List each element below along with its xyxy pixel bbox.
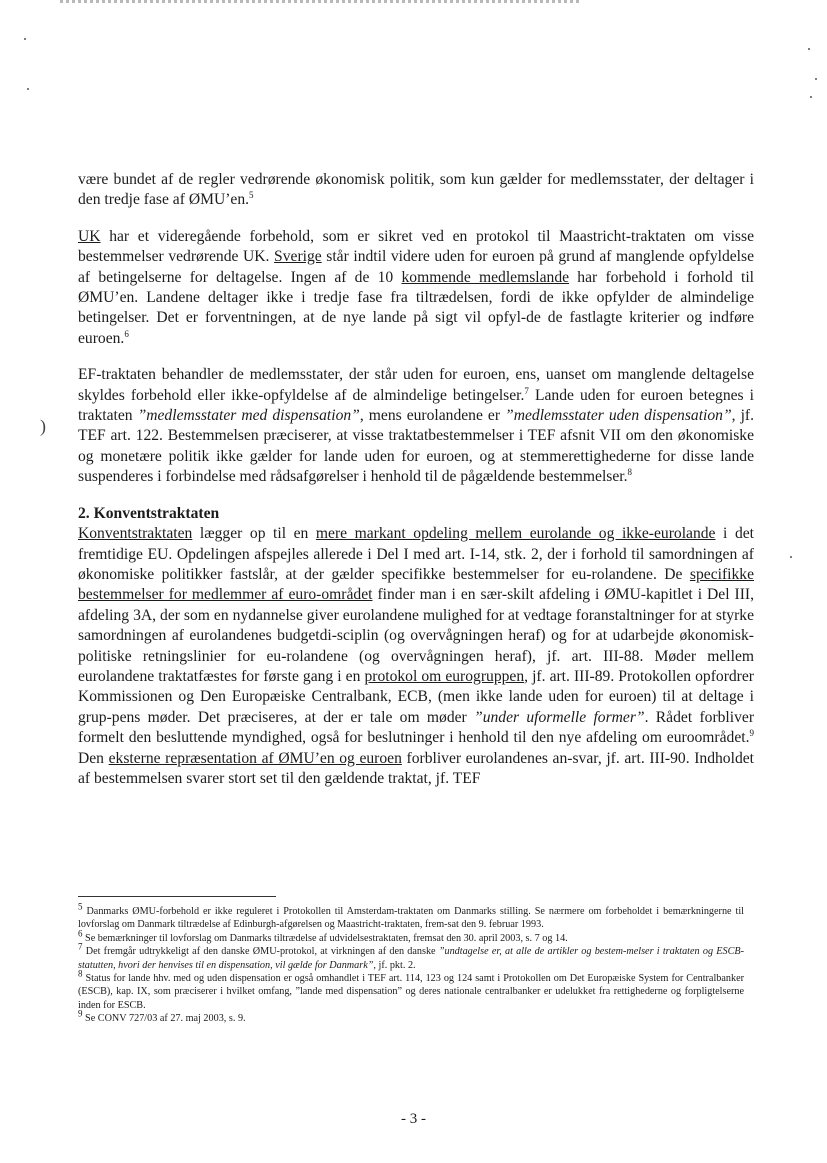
- text-run: Det fremgår udtrykkeligt af den danske ØMU-protokol, at virkningen af den danske: [82, 946, 439, 958]
- text-run: finder man i en sær-skilt afdeling i ØMU-kapitlet i Del III, afdeling 3A, der som en nydannelse giver eurolandene mulighed for at vedtage foranstaltninger for at styrke samordningen af eurolandenes budgetdi-sciplin (og overvågningen heraf) og for at udarbejde økonomisk-politiske retningslinier for eu-rolandene (og overvågningen heraf), jf. art. III-88. Møder mellem eurolandene traktatfæstes for første gang i en: [78, 586, 755, 685]
- underlined-text: mere markant opdeling mellem eurolande og ikke-eurolande: [315, 525, 716, 543]
- underlined-text: protokol om eurogruppen: [364, 667, 525, 685]
- footnote-ref: 5: [78, 901, 83, 912]
- footnote-ref: 5: [249, 190, 254, 201]
- scan-speck: [27, 88, 29, 90]
- underlined-text: UK: [78, 227, 101, 245]
- page-number: - 3 -: [401, 1111, 426, 1127]
- text-run: Den: [78, 749, 109, 767]
- footnote-ref: 7: [524, 385, 529, 396]
- text-run: Danmarks ØMU-forbehold er ikke reguleret i Protokollen til Amsterdam-traktaten om Danmarks stilling. Se nærmere om forbeholdet i bemærkningerne til lovforslag om Danmark tiltrædelse af Edinburgh-afgørelsen og Maastricht-traktaten, frem-sat den 9. februar 1993.: [78, 906, 744, 931]
- italic-text: ”medlemsstater uden dispensation”: [505, 407, 732, 425]
- italic-text: ”under uformelle former”: [474, 708, 645, 726]
- italic-text: ”medlemsstater med dispensation”: [137, 407, 360, 425]
- text-run: , mens eurolandene er: [359, 407, 506, 425]
- scan-speck: [810, 96, 812, 98]
- underlined-text: specifikke bestemmelser for medlemmer af euro-området: [78, 565, 754, 604]
- text-run: står indtil videre uden for euroen på grund af manglende opfyldelse af betingelserne for deltagelse. Ingen af de 10: [78, 248, 754, 286]
- text-run: lægger op til en: [192, 525, 316, 543]
- text-run: EF-traktaten behandler de medlemsstater, der står uden for euroen, ens, uanset om manglende deltagelse skyldes forbehold eller ikke-opfyldelse af de almindelige betingelser.: [78, 366, 754, 404]
- footnote: [78, 901, 744, 932]
- text-run: i det fremtidige EU. Opdelingen afspejles allerede i Del I med art. I-14, stk. 2, der i forhold til samordningen af økonomiske politikker fastslår, at der gælder specifikke bestemmelser for eu-rolandene. De: [78, 525, 754, 583]
- underlined-text: Konventstraktaten: [78, 525, 193, 543]
- paragraph: [78, 365, 754, 487]
- text-run: har forbehold i forhold til ØMU’en. Landene deltager ikke i tredje fase fra tiltrædelsen, fordi de ikke opfylder de almindelige betingelser. Det er forventningen, at de nye lande på sigt vil opfyl-de de fastlagte kriterier og indføre euroen.: [78, 268, 754, 347]
- text-run: forbliver eurolandenes an-svar, jf. art. III-90. Indholdet af bestemmelsen svarer stort set til den gældende traktat, jf. TEF: [78, 749, 754, 787]
- underlined-text: Sverige: [274, 248, 322, 266]
- text-run: , jf. art. III-89. Protokollen opfordrer Kommissionen og Den Europæiske Centralbank, ECB, (men ikke lande uden for euroen) til at deltage i grup-pens møder. Det præciseres, at der er tale om møder: [78, 667, 754, 726]
- footnote-ref: 8: [78, 968, 83, 979]
- underlined-text: eksterne repræsentation af ØMU’en og euroen: [108, 749, 402, 767]
- text-run: , jf. pkt. 2.: [373, 959, 416, 971]
- section-heading: 2. Konventstraktaten: [78, 504, 220, 522]
- section-paragraph: [78, 524, 754, 789]
- scan-speck: [808, 48, 810, 50]
- scan-top-edge: [60, 0, 580, 3]
- footnote-ref: 9: [749, 727, 754, 738]
- paragraph: [78, 227, 754, 349]
- scan-speck: [24, 38, 26, 40]
- text-run: Status for lande hhv. med og uden dispensation er også omhandlet i TEF art. 114, 123 og 124 samt i Protokollen om Det Europæiske System for Centralbanker (ESCB), kap. IX, som præciserer i hvilket omfang, ”lande med dispensation” og deres nationale centralbanker er udelukket fra rettighederne og forpligtelserne inden for ESCB.: [78, 973, 744, 1011]
- section-konventstraktaten: [78, 504, 754, 790]
- footnote: [78, 928, 744, 945]
- text-run: Se CONV 727/03 af 27. maj 2003, s. 9.: [82, 1013, 246, 1025]
- underlined-text: kommende medlemslande: [401, 268, 570, 286]
- footnote-ref: 7: [78, 941, 83, 952]
- scan-speck: [815, 78, 817, 80]
- footnote-ref: 6: [78, 928, 83, 939]
- paragraph-list: [78, 170, 754, 488]
- footnotes: [78, 901, 744, 1026]
- text-run: . Rådet forbliver formelt den besluttende myndighed, også for beslutninger i henhold til den nye afdeling om euroområdet.: [78, 708, 755, 747]
- text-run: har et videregående forbehold, som er sikret ved en protokol til Maastricht-traktaten om visse bestemmelser vedrørende UK.: [78, 227, 754, 266]
- scan-speck: [790, 556, 792, 558]
- text-run: Se bemærkninger til lovforslag om Danmarks tiltrædelse af udvidelsestraktaten, fremsat den 30. april 2003, s. 7 og 14.: [82, 932, 568, 944]
- footnote: [78, 941, 744, 972]
- footnote-ref: 6: [124, 328, 129, 339]
- footnote-ref: 8: [627, 467, 633, 478]
- text-run: , jf. TEF art. 122. Bestemmelsen præciserer, at visse traktatbestemmelser i TEF afsnit VII om den økonomiske og monetære politik ikke gælder for lande uden for euroen, og at stemmerettighederne for disse lande suspenderes i forbindelse med rådsafgørelser i henhold til de pågældende bestemmelser.: [78, 407, 754, 486]
- footnote-ref: 9: [78, 1008, 83, 1019]
- text-run: Lande uden for euroen betegnes i traktaten: [78, 386, 754, 425]
- footnote: [78, 1008, 744, 1025]
- italic-text: ”undtagelse er, at alle de artikler og bestem-melser i traktaten og ESCB-statutten, hvori der henvises til en dispensation, vil gælde for Danmark”: [78, 946, 744, 971]
- margin-bracket-mark: ): [40, 416, 46, 436]
- text-run: være bundet af de regler vedrørende økonomisk politik, som kun gælder for medlemsstater, der deltager i den tredje fase af ØMU’en.: [78, 171, 754, 209]
- footnote: [78, 968, 744, 1012]
- footnote-separator: [78, 896, 276, 897]
- paragraph: [78, 170, 754, 211]
- body-text: [78, 170, 754, 789]
